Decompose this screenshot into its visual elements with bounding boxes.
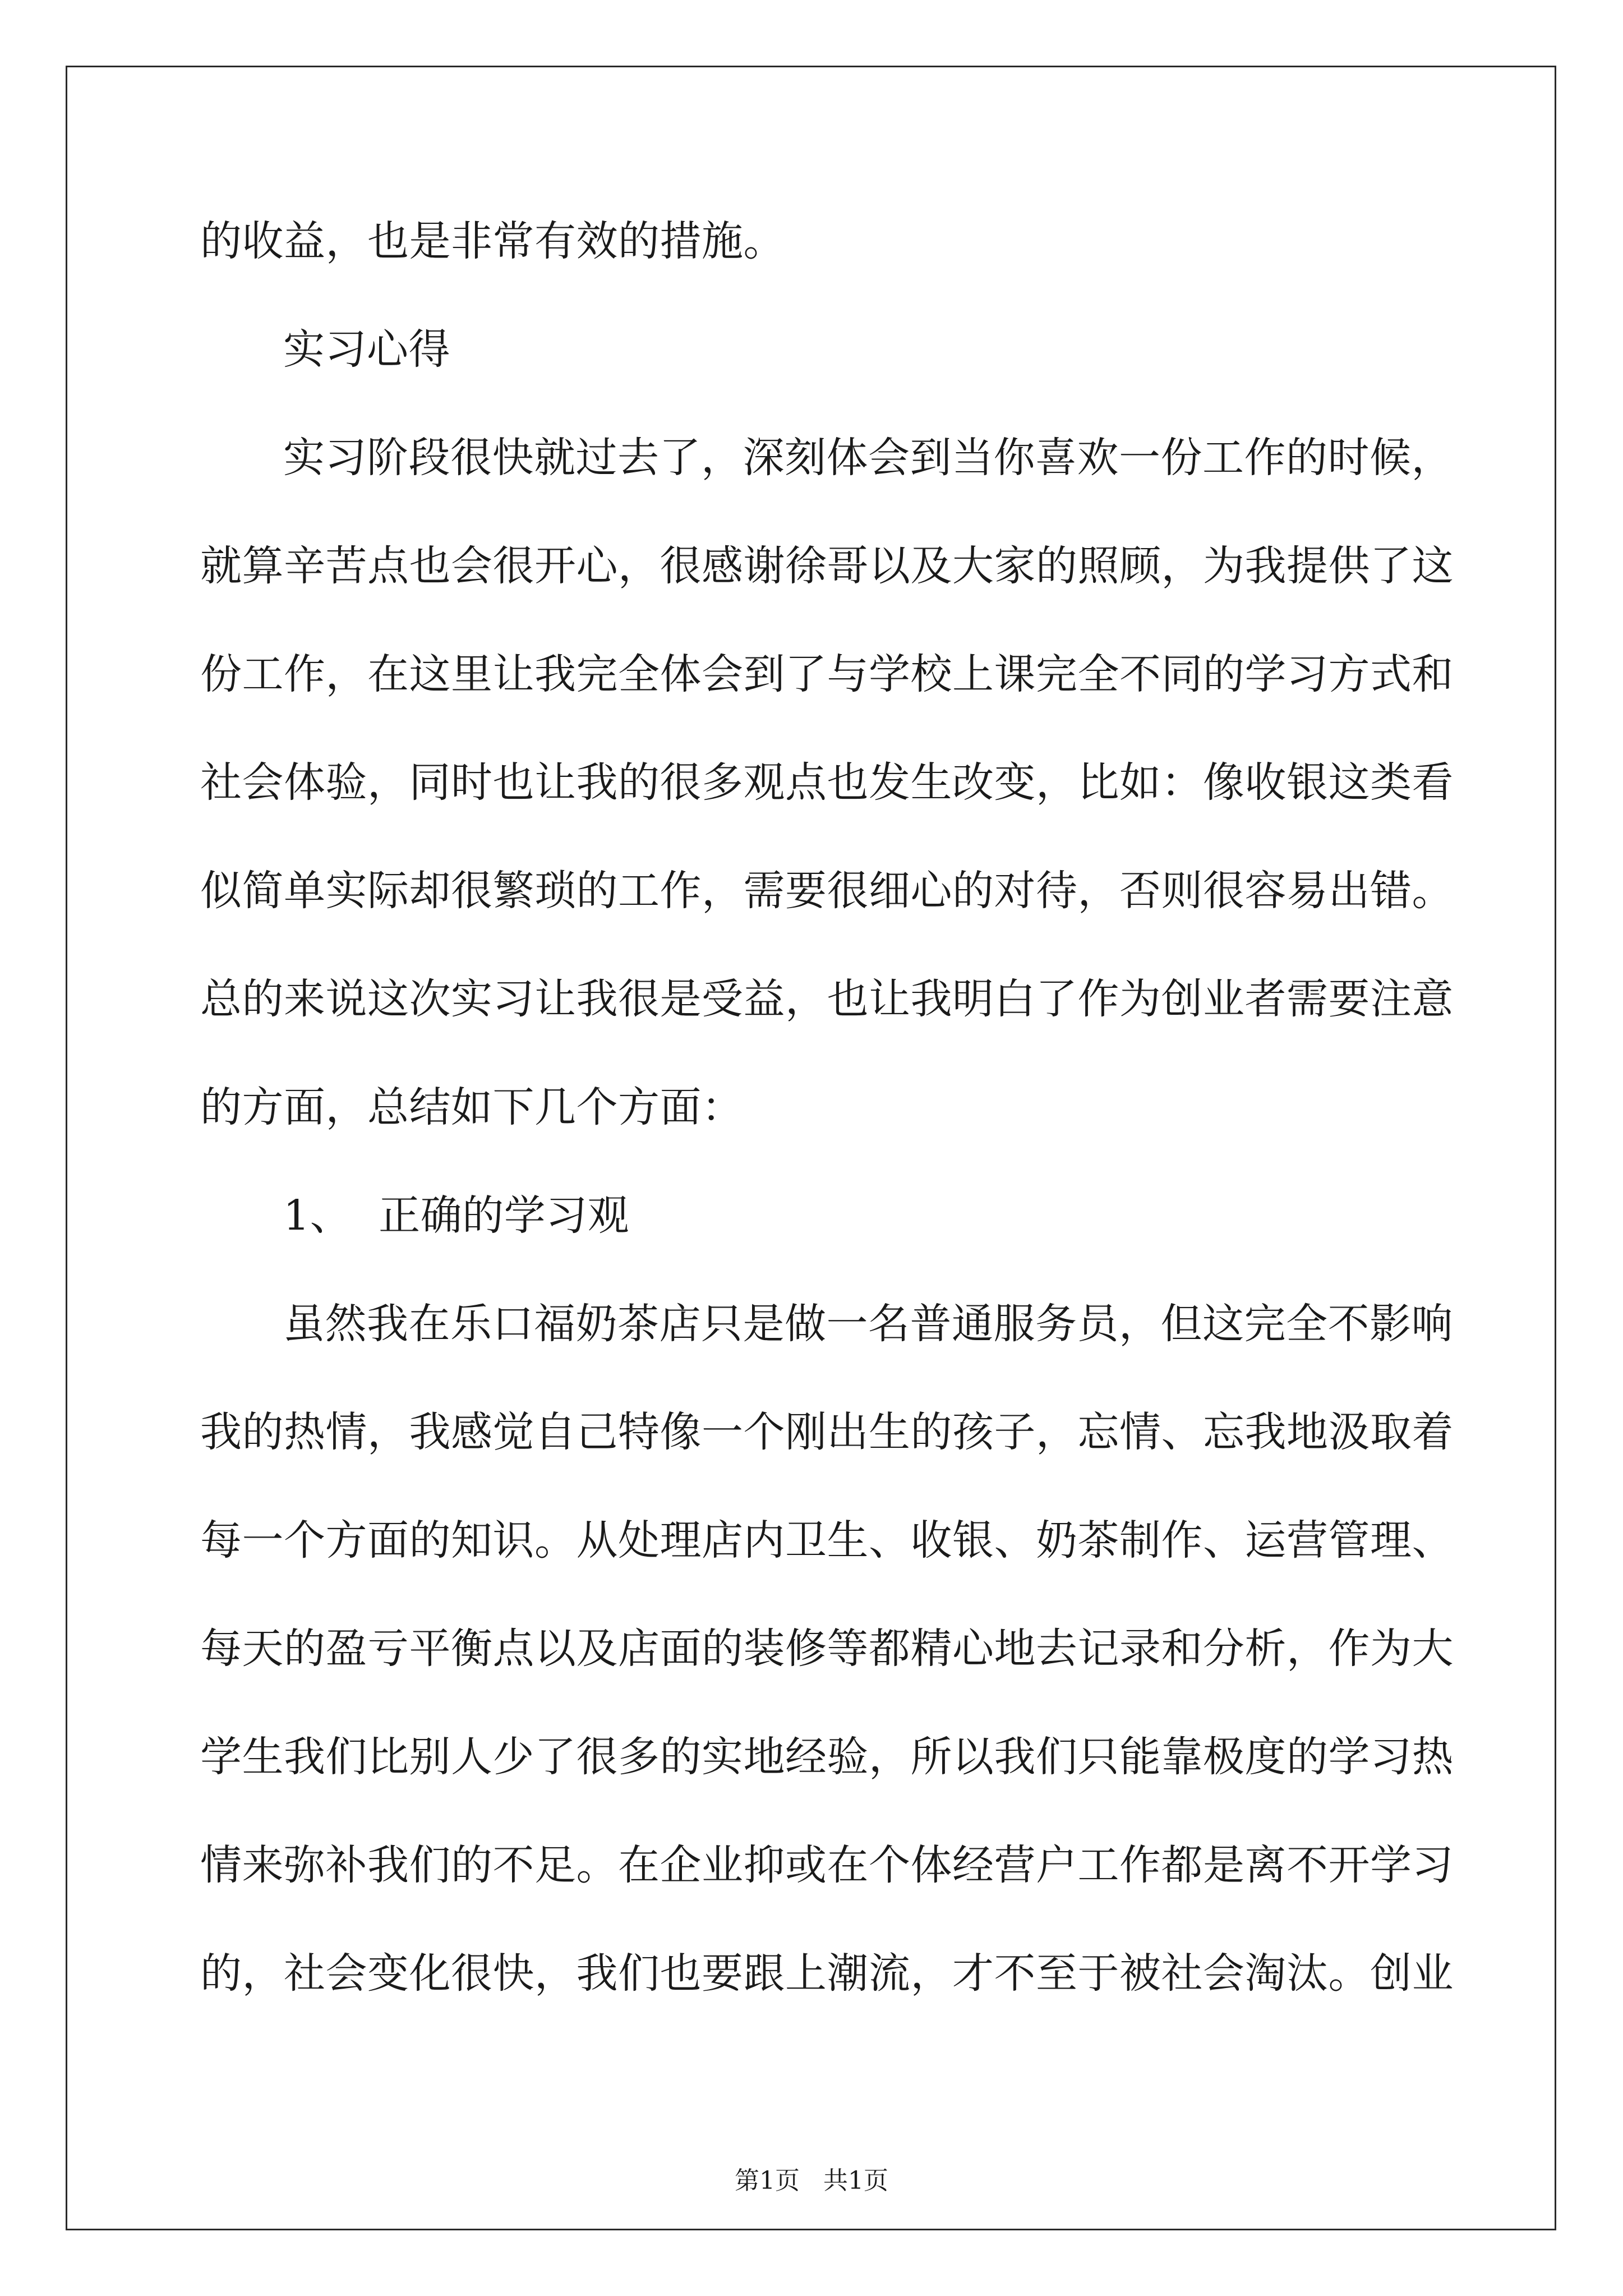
text-line: 份工作，在这里让我完全体会到了与学校上课完全不同的学习方式和 <box>200 650 1454 698</box>
text-line: 学生我们比别人少了很多的实地经验，所以我们只能靠极度的学习热 <box>200 1733 1454 1781</box>
text-line: 每天的盈亏平衡点以及店面的装修等都精心地去记录和分析，作为大 <box>200 1625 1454 1673</box>
text-line: 的，社会变化很快，我们也要跟上潮流，才不至于被社会淘汰。创业 <box>200 1949 1454 1998</box>
section-heading: 实习心得 <box>283 325 450 374</box>
text-line: 似简单实际却很繁琐的工作，需要很细心的对待，否则很容易出错。 <box>200 867 1454 915</box>
page-footer <box>0 2164 1623 2198</box>
text-line: 我的热情，我感觉自己特像一个刚出生的孩子，忘情、忘我地汲取着 <box>200 1408 1454 1456</box>
text-line: 情来弥补我们的不足。在企业抑或在个体经营户工作都是离不开学习 <box>200 1841 1454 1889</box>
text-line: 的收益，也是非常有效的措施。 <box>200 217 785 265</box>
page-border <box>66 66 1556 2230</box>
text-line: 的方面，总结如下几个方面： <box>200 1083 744 1131</box>
text-line: 每一个方面的知识。从处理店内卫生、收银、奶茶制作、运营管理、 <box>200 1516 1454 1565</box>
text-line: 就算辛苦点也会很开心，很感谢徐哥以及大家的照顾，为我提供了这 <box>200 542 1454 590</box>
page-number: 第1页 共1页 <box>735 2166 888 2195</box>
text-line: 虽然我在乐口福奶茶店只是做一名普通服务员，但这完全不影响 <box>283 1300 1453 1348</box>
text-line: 总的来说这次实习让我很是受益，也让我明白了作为创业者需要注意 <box>200 975 1454 1023</box>
list-heading: 1、 正确的学习观 <box>283 1191 630 1240</box>
text-line: 实习阶段很快就过去了，深刻体会到当你喜欢一份工作的时候， <box>283 434 1453 482</box>
text-line: 社会体验，同时也让我的很多观点也发生改变，比如：像收银这类看 <box>200 758 1454 807</box>
